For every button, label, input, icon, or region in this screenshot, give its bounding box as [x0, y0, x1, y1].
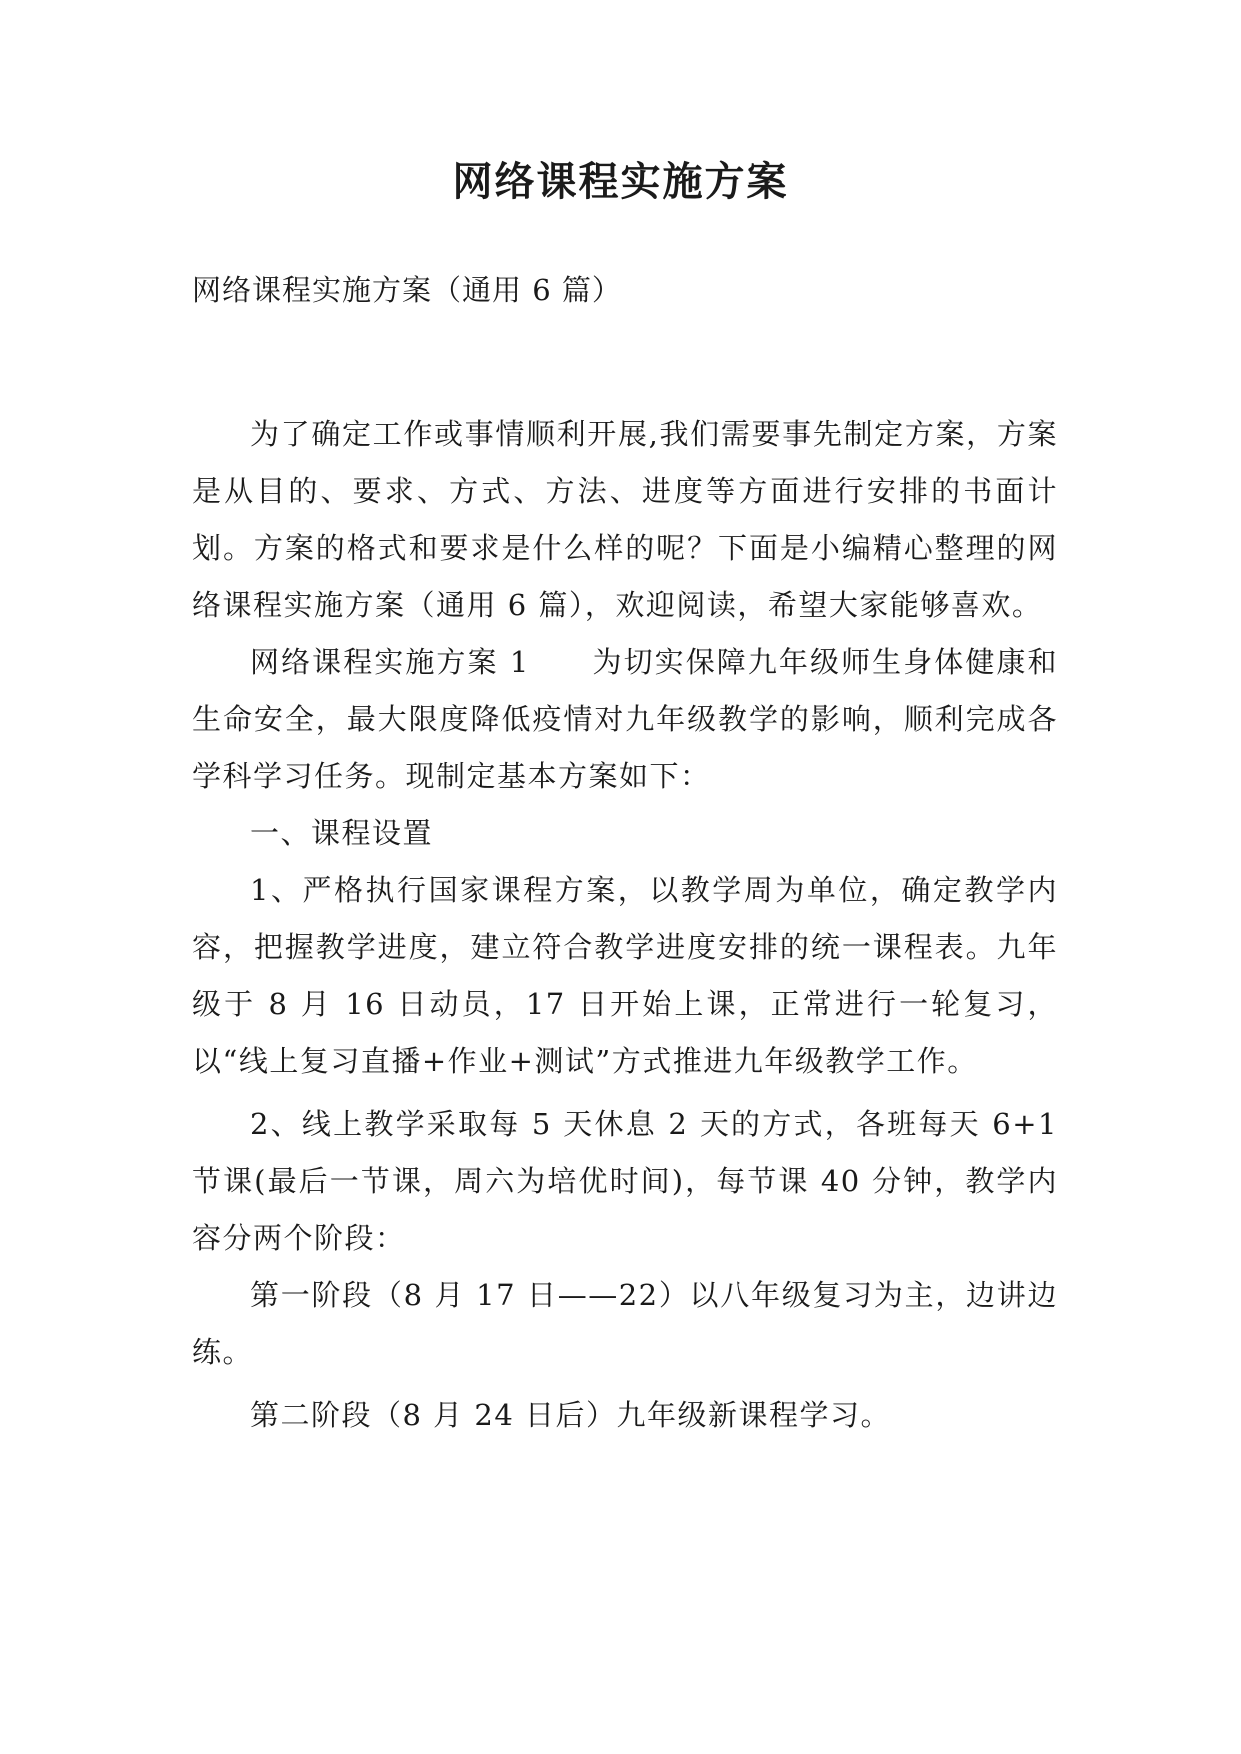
plan-1-intro-paragraph: 网络课程实施方案 1 为切实保障九年级师生身体健康和生命安全，最大限度降低疫情对九年级教学的影响，顺利完成各学科学习任务。现制定基本方案如下：: [192, 645, 1058, 793]
document-subtitle: 网络课程实施方案（通用 6 篇）: [192, 273, 622, 307]
section-heading-course-setup: 一、课程设置: [250, 816, 434, 850]
item-1-paragraph: 1、严格执行国家课程方案，以教学周为单位，确定教学内容，把握教学进度，建立符合教学进度安排的统一课程表。九年级于 8 月 16 日动员，17 日开始上课，正常进行一轮复习，以“线上复习直播+作业+测试”方式推进九年级教学工作。: [192, 873, 1058, 1078]
document-body: [192, 406, 1058, 1444]
intro-paragraph: 为了确定工作或事情顺利开展,我们需要事先制定方案，方案是从目的、要求、方式、方法、进度等方面进行安排的书面计划。方案的格式和要求是什么样的呢？下面是小编精心整理的网络课程实施方案（通用 6 篇），欢迎阅读，希望大家能够喜欢。: [192, 417, 1058, 622]
stage-1-paragraph: 第一阶段（8 月 17 日——22）以八年级复习为主，边讲边练。: [192, 1278, 1058, 1369]
stage-2-paragraph: 第二阶段（8 月 24 日后）九年级新课程学习。: [250, 1398, 892, 1432]
item-2-paragraph: 2、线上教学采取每 5 天休息 2 天的方式，各班每天 6+1 节课(最后一节课，周六为培优时间)，每节课 40 分钟，教学内容分两个阶段：: [192, 1107, 1058, 1255]
document-title: 网络课程实施方案: [452, 158, 789, 205]
